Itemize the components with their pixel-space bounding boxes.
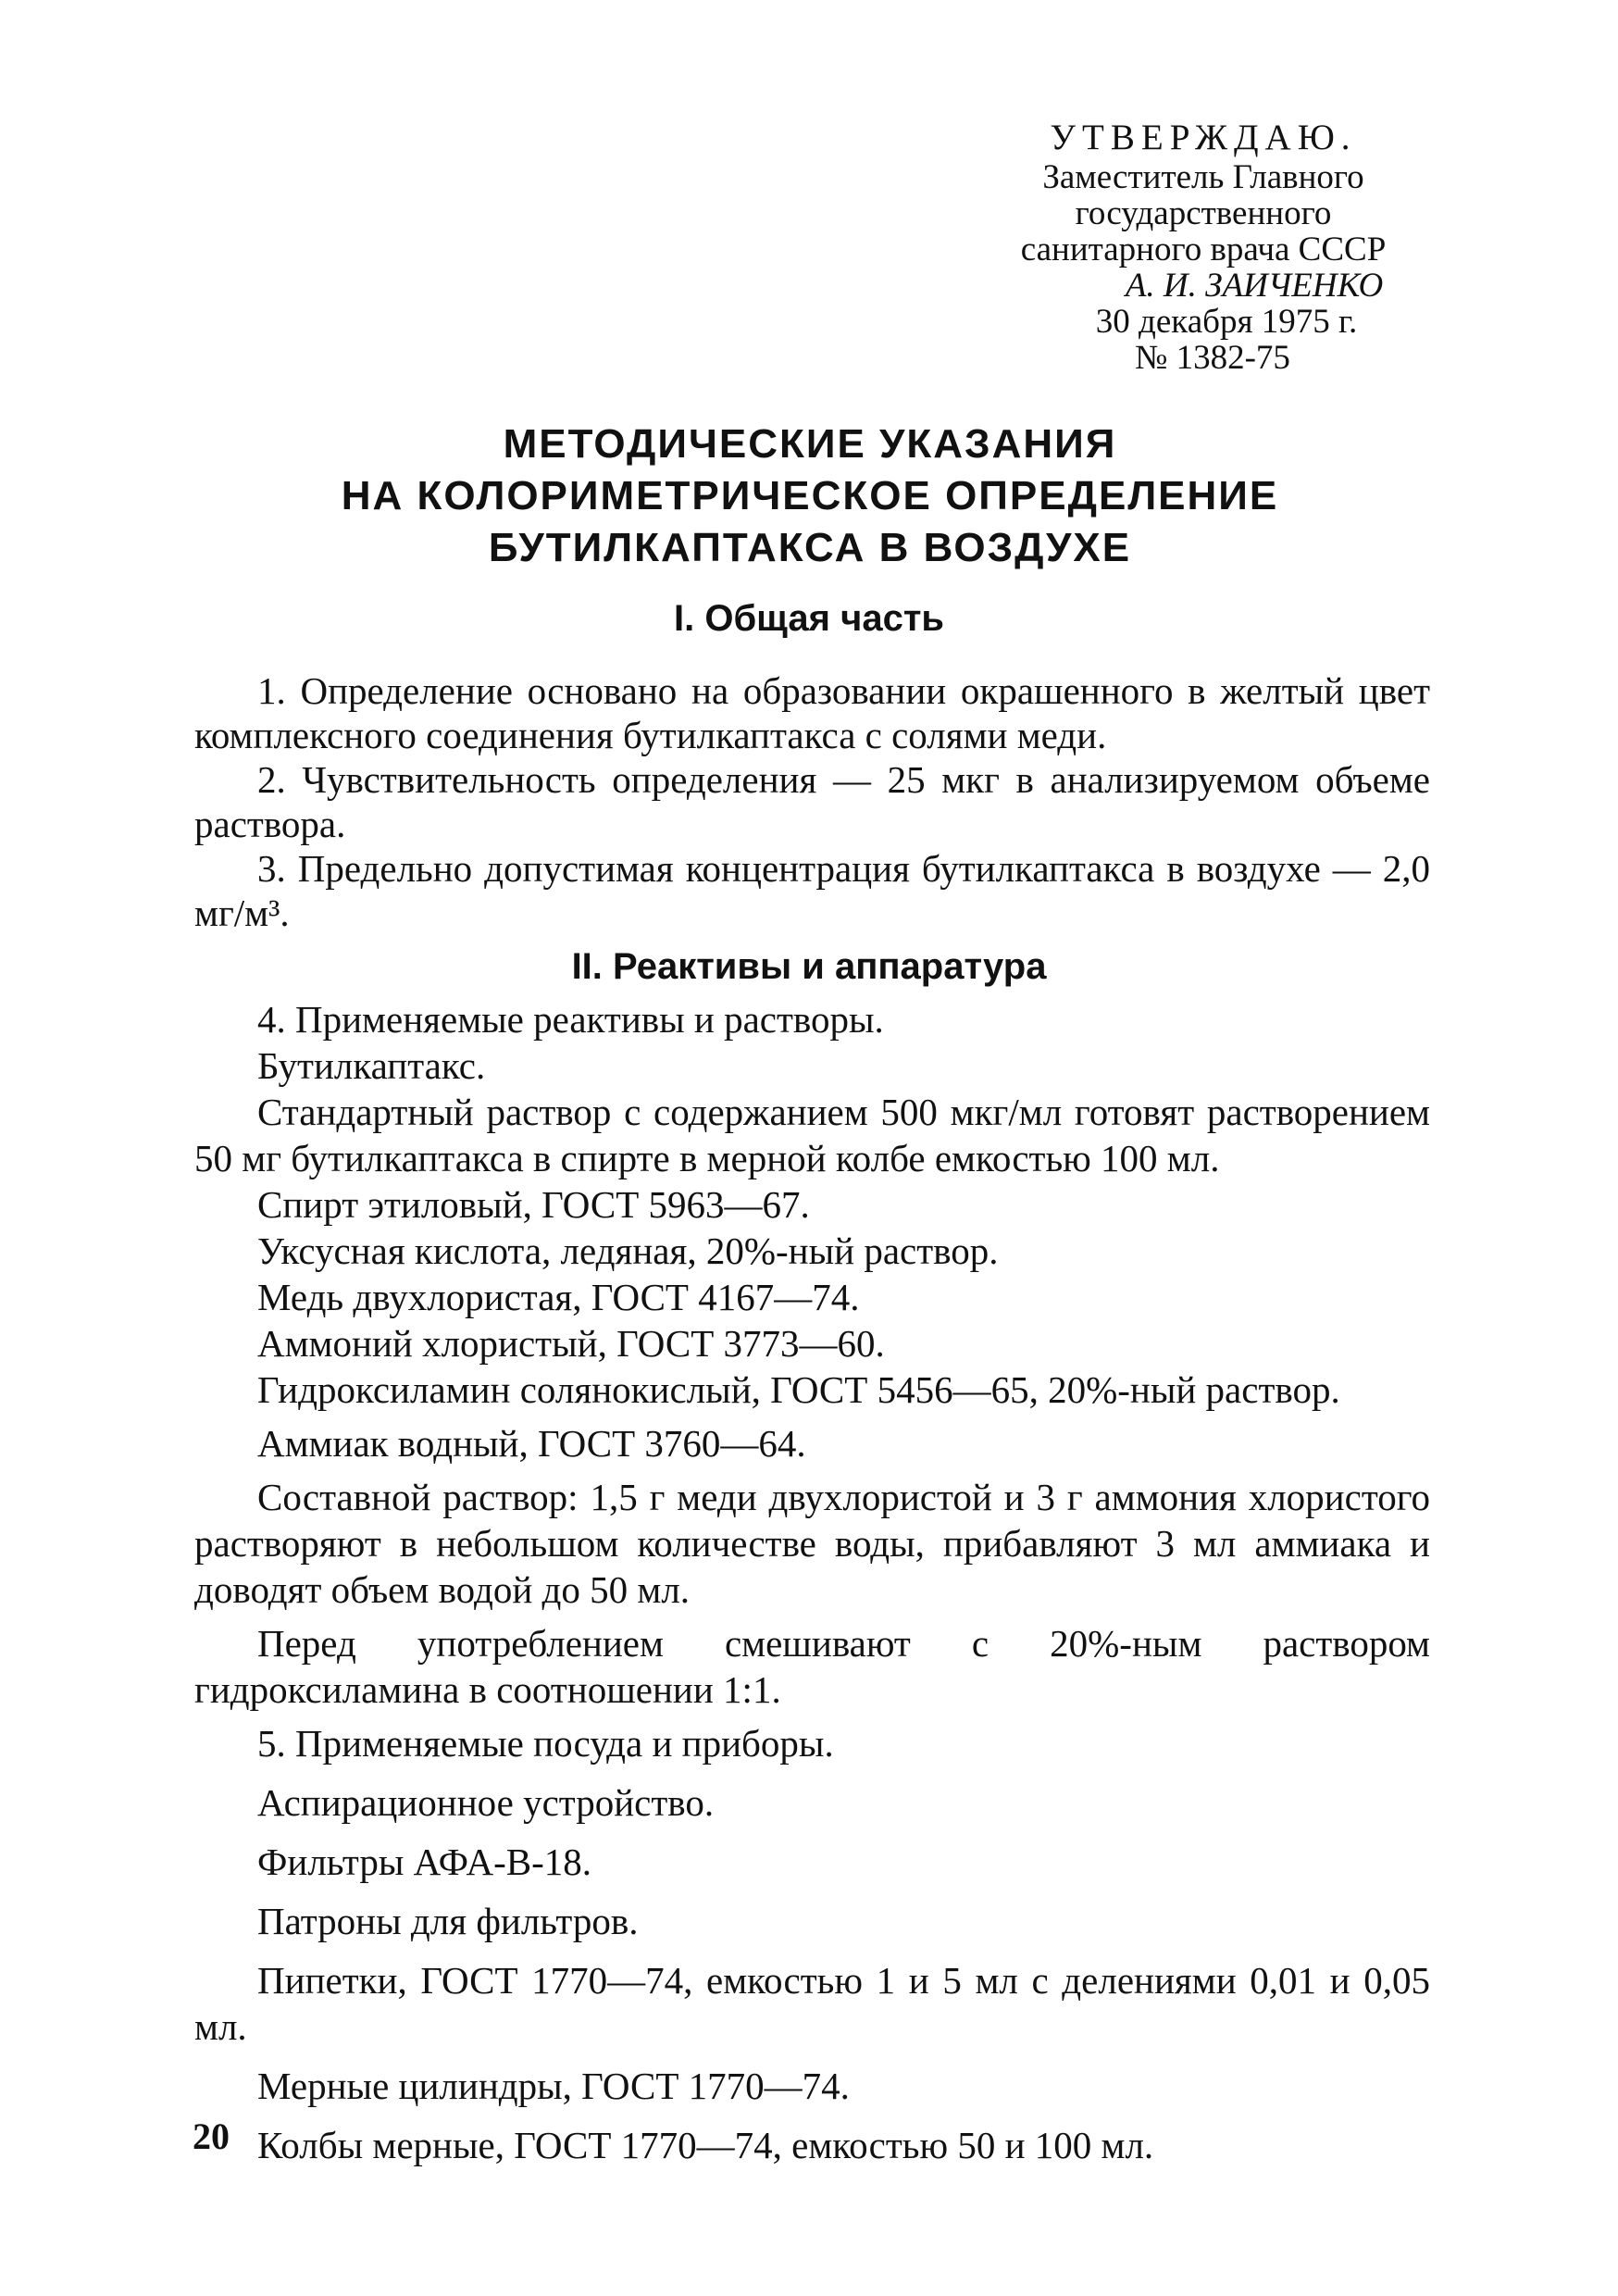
reagent-item: Медь двухлористая, ГОСТ 4167—74. — [257, 1276, 860, 1318]
approval-position-line: государственного — [1075, 194, 1332, 232]
paragraph: 5. Применяемые посуда и приборы. — [257, 1722, 834, 1765]
paragraph: 1. Определение основано на образовании окрашенного в желтый цвет комплексного соединения бутилкаптакса с солями меди. — [194, 669, 1430, 756]
section-general-body — [194, 668, 1430, 935]
paragraph: 3. Предельно допустимая концентрация бутилкаптакса в воздухе — 2,0 мг/м³. — [194, 847, 1430, 934]
page-number: 20 — [193, 2115, 230, 2157]
equipment-item: Аспирационное устройство. — [257, 1781, 715, 1824]
paragraph: 4. Применяемые реактивы и растворы. — [257, 998, 884, 1041]
approval-title: УТВЕРЖДАЮ. — [1050, 118, 1357, 157]
reagent-item: Стандартный раствор с содержанием 500 мкг/мл готовят растворением 50 мг бутилкаптакса в спирте в мерной колбе емкостью 100 мл. — [194, 1091, 1430, 1179]
section-reagents-body — [194, 996, 1430, 2168]
approval-stamp — [963, 117, 1444, 376]
section-heading-general: I. Общая часть — [674, 598, 944, 639]
reagent-item: Составной раствор: 1,5 г меди двухлористой и 3 г аммония хлористого растворяют в небольшом количестве воды, прибавляют 3 мл аммиака и доводят объем водой до 50 мл. — [194, 1476, 1430, 1611]
reagent-item: Перед употреблением смешивают с 20%-ным раствором гидроксиламина в соотношении 1:1. — [194, 1622, 1430, 1711]
document-title-line: БУТИЛКАПТАКСА В ВОЗДУХЕ — [488, 525, 1132, 570]
reagent-item: Гидроксиламин солянокислый, ГОСТ 5456—65, 20%-ный раствор. — [257, 1368, 1340, 1411]
reagent-item: Уксусная кислота, ледяная, 20%-ный раствор. — [257, 1229, 999, 1272]
reagent-item: Аммоний хлористый, ГОСТ 3773—60. — [257, 1322, 885, 1365]
approval-position-line: Заместитель Главного — [1042, 158, 1364, 196]
approval-date: 30 декабря 1975 г. — [1095, 303, 1358, 341]
document-title — [278, 418, 1342, 574]
approval-position-line: санитарного врача СССР — [1020, 231, 1387, 268]
reagent-item: Аммиак водный, ГОСТ 3760—64. — [257, 1422, 806, 1465]
equipment-item: Патроны для фильтров. — [257, 1900, 639, 1942]
equipment-item: Фильтры АФА-В-18. — [257, 1841, 591, 1883]
document-title-line: МЕТОДИЧЕСКИЕ УКАЗАНИЯ — [503, 421, 1117, 467]
paragraph: 2. Чувствительность определения — 25 мкг в анализируемом объеме раствора. — [194, 758, 1430, 845]
reagent-item: Спирт этиловый, ГОСТ 5963—67. — [257, 1183, 810, 1226]
section-heading-reagents: II. Реактивы и аппаратура — [571, 946, 1047, 987]
approval-number: № 1382-75 — [1135, 339, 1290, 377]
equipment-item: Пипетки, ГОСТ 1770—74, емкостью 1 и 5 мл с делениями 0,01 и 0,05 мл. — [194, 1959, 1430, 2048]
equipment-item: Колбы мерные, ГОСТ 1770—74, емкостью 50 и 100 мл. — [257, 2124, 1154, 2166]
equipment-item: Мерные цилиндры, ГОСТ 1770—74. — [257, 2065, 850, 2107]
reagent-item: Бутилкаптакс. — [257, 1044, 486, 1087]
document-title-line: НА КОЛОРИМЕТРИЧЕСКОЕ ОПРЕДЕЛЕНИЕ — [341, 473, 1279, 518]
approval-signer: А. И. ЗАИЧЕНКО — [1125, 267, 1384, 305]
